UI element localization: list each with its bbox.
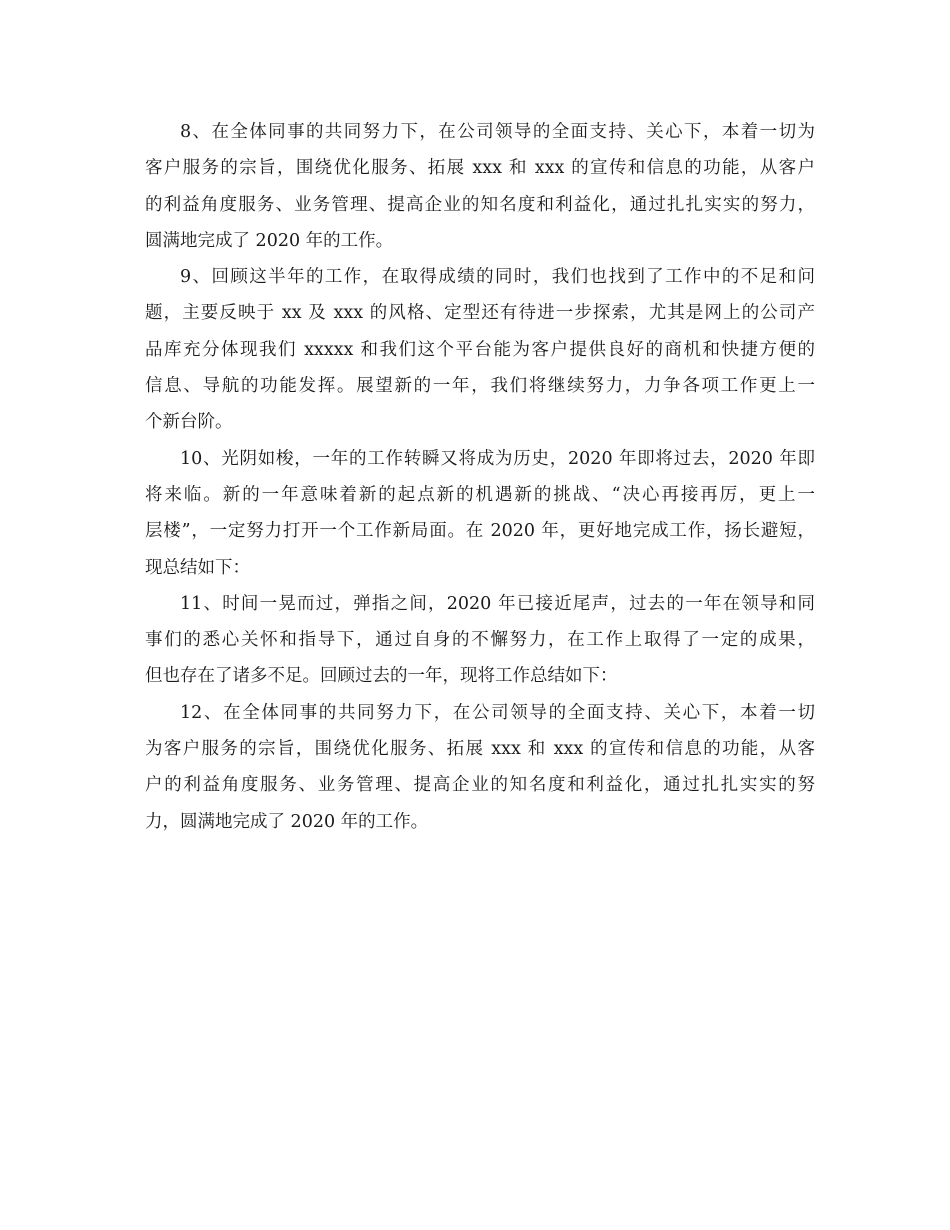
- text-line: 题，主要反映于 xx 及 xxx 的风格、定型还有待进一步探索，尤其是网上的公司产: [145, 303, 815, 324]
- text-line: 现总结如下：: [145, 557, 250, 578]
- text-line: 将来临。新的一年意味着新的起点新的机遇新的挑战、“决心再接再厉，更上一: [145, 484, 815, 505]
- paragraph-11: [145, 586, 815, 695]
- text-line: 的利益角度服务、业务管理、提高企业的知名度和利益化，通过扎扎实实的努力，: [145, 194, 815, 215]
- paragraph-10: [145, 441, 815, 586]
- paragraph-9: [145, 259, 815, 440]
- text-line: 9、回顾这半年的工作，在取得成绩的同时，我们也找到了工作中的不足和问: [180, 267, 815, 288]
- text-line: 为客户服务的宗旨，围绕优化服务、拓展 xxx 和 xxx 的宣传和信息的功能，从客: [145, 739, 815, 760]
- text-line: 力，圆满地完成了 2020 年的工作。: [145, 811, 429, 832]
- text-line: 圆满地完成了 2020 年的工作。: [145, 230, 394, 251]
- document-body: [145, 114, 815, 840]
- paragraph-8: [145, 114, 815, 259]
- text-line: 层楼”，一定努力打开一个工作新局面。在 2020 年，更好地完成工作，扬长避短，: [145, 521, 815, 542]
- text-line: 8、在全体同事的共同努力下，在公司领导的全面支持、关心下，本着一切为: [180, 122, 815, 142]
- text-line: 11、时间一晃而过，弹指之间，2020 年已接近尾声，过去的一年在领导和同: [180, 593, 815, 614]
- text-line: 户的利益角度服务、业务管理、提高企业的知名度和利益化，通过扎扎实实的努: [145, 775, 815, 796]
- text-line: 信息、导航的功能发挥。展望新的一年，我们将继续努力，力争各项工作更上一: [145, 376, 815, 397]
- text-line: 10、光阴如梭，一年的工作转瞬又将成为历史，2020 年即将过去，2020 年即: [180, 448, 815, 469]
- text-line: 客户服务的宗旨，围绕优化服务、拓展 xxx 和 xxx 的宣传和信息的功能，从客户: [145, 158, 815, 179]
- text-line: 12、在全体同事的共同努力下，在公司领导的全面支持、关心下，本着一切: [180, 702, 815, 723]
- text-line: 品库充分体现我们 xxxxx 和我们这个平台能为客户提供良好的商机和快捷方便的: [145, 339, 815, 360]
- text-line: 但也存在了诸多不足。回顾过去的一年，现将工作总结如下：: [145, 666, 618, 687]
- text-line: 个新台阶。: [145, 412, 233, 433]
- paragraph-12: [145, 695, 815, 840]
- text-line: 事们的悉心关怀和指导下，通过自身的不懈努力，在工作上取得了一定的成果，: [145, 630, 815, 651]
